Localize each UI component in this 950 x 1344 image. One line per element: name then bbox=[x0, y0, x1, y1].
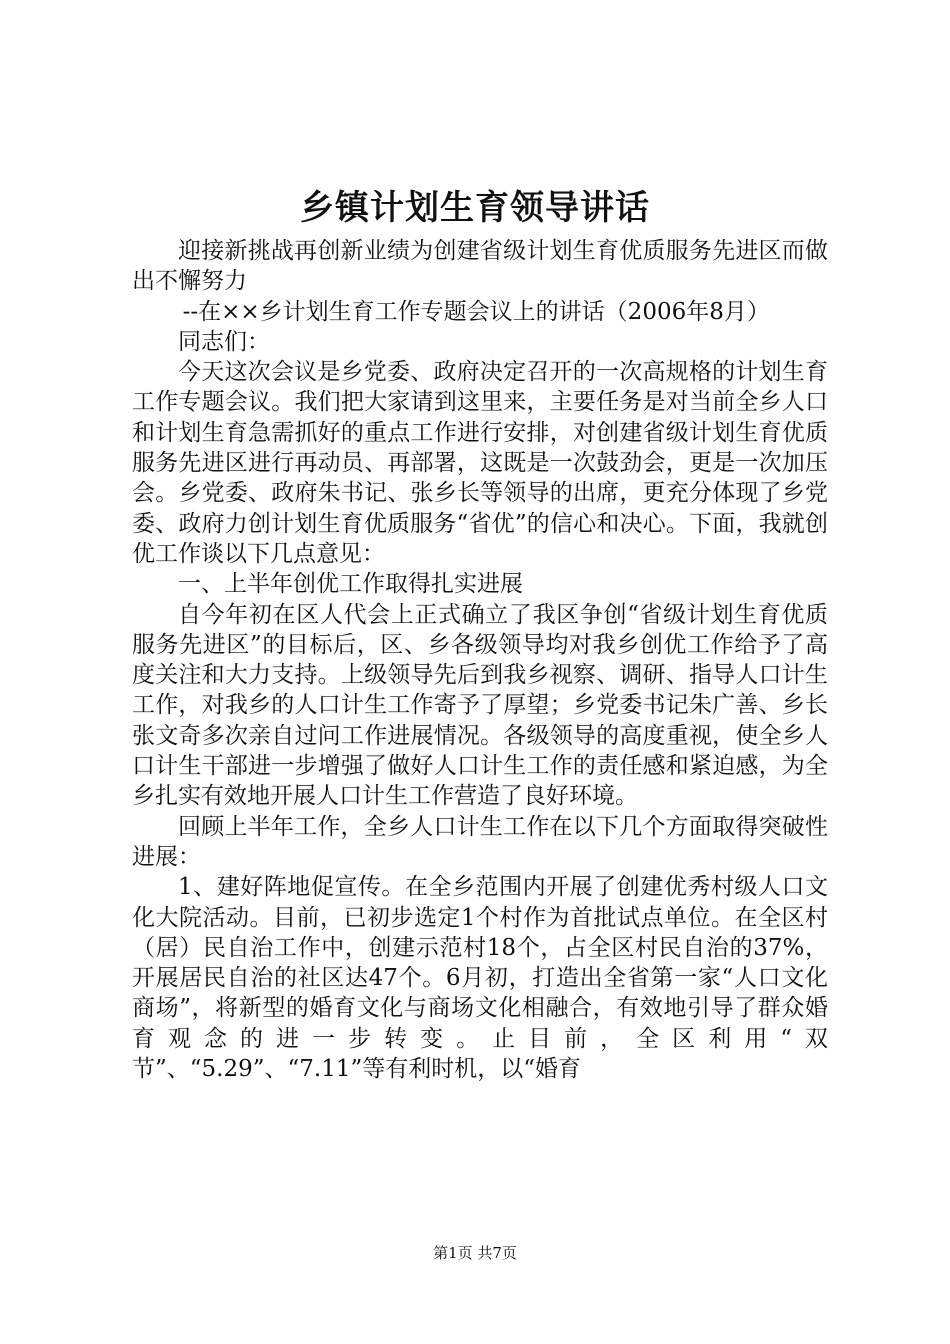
paragraph: 今天这次会议是乡党委、政府决定召开的一次高规格的计划生育工作专题会议。我们把大家请到这里来，主要任务是对当前全乡人口和计划生育急需抓好的重点工作进行安排，对创建省级计划生育优质服务先进区进行再动员、再部署，这既是一次鼓劲会，更是一次加压会。乡党委、政府朱书记、张乡长等领导的出席，更充分体现了乡党委、政府力创计划生育优质服务“省优”的信心和决心。下面，我就创优工作谈以下几点意见： bbox=[132, 359, 828, 567]
page-number: 第1页 共7页 bbox=[433, 1244, 517, 1262]
document-title: 乡镇计划生育领导讲话 bbox=[300, 188, 650, 228]
speech-subtitle: --在××乡计划生育工作专题会议上的讲话（2006年8月） bbox=[182, 298, 770, 325]
paragraph: 自今年初在区人代会上正式确立了我区争创“省级计划生育优质服务先进区”的目标后，区、乡各级领导均对我乡创优工作给予了高度关注和大力支持。上级领导先后到我乡视察、调研、指导人口计生工作，对我乡的人口计生工作寄予了厚望；乡党委书记朱广善、乡长张文奇多次亲自过问工作进展情况。各级领导的高度重视，使全乡人口计生干部进一步增强了做好人口计生工作的责任感和紧迫感，为全乡扎实有效地开展人口计生工作营造了良好环境。 bbox=[132, 601, 828, 810]
paragraph: 1、建好阵地促宣传。在全乡范围内开展了创建优秀村级人口文化大院活动。目前，已初步选定1个村作为首批试点单位。在全区村（居）民自治工作中，创建示范村18个，占全区村民自治的37%，开展居民自治的社区达47个。6月初，打造出全省第一家“人口文化商场”，将新型的婚育文化与商场文化相融合，有效地引导了群众婚育观念的进一步转变。止目前，全区利用“双节”、“5.29”、“7.11”等有利时机，以“婚育 bbox=[132, 874, 828, 1083]
document-body bbox=[132, 236, 828, 1084]
salutation: 同志们： bbox=[178, 328, 270, 355]
speech-heading: 迎接新挑战再创新业绩为创建省级计划生育优质服务先进区而做出不懈努力 bbox=[132, 238, 828, 295]
section-heading: 一、上半年创优工作取得扎实进展 bbox=[178, 571, 523, 598]
paragraph: 回顾上半年工作，全乡人口计生工作在以下几个方面取得突破性进展： bbox=[132, 813, 828, 870]
